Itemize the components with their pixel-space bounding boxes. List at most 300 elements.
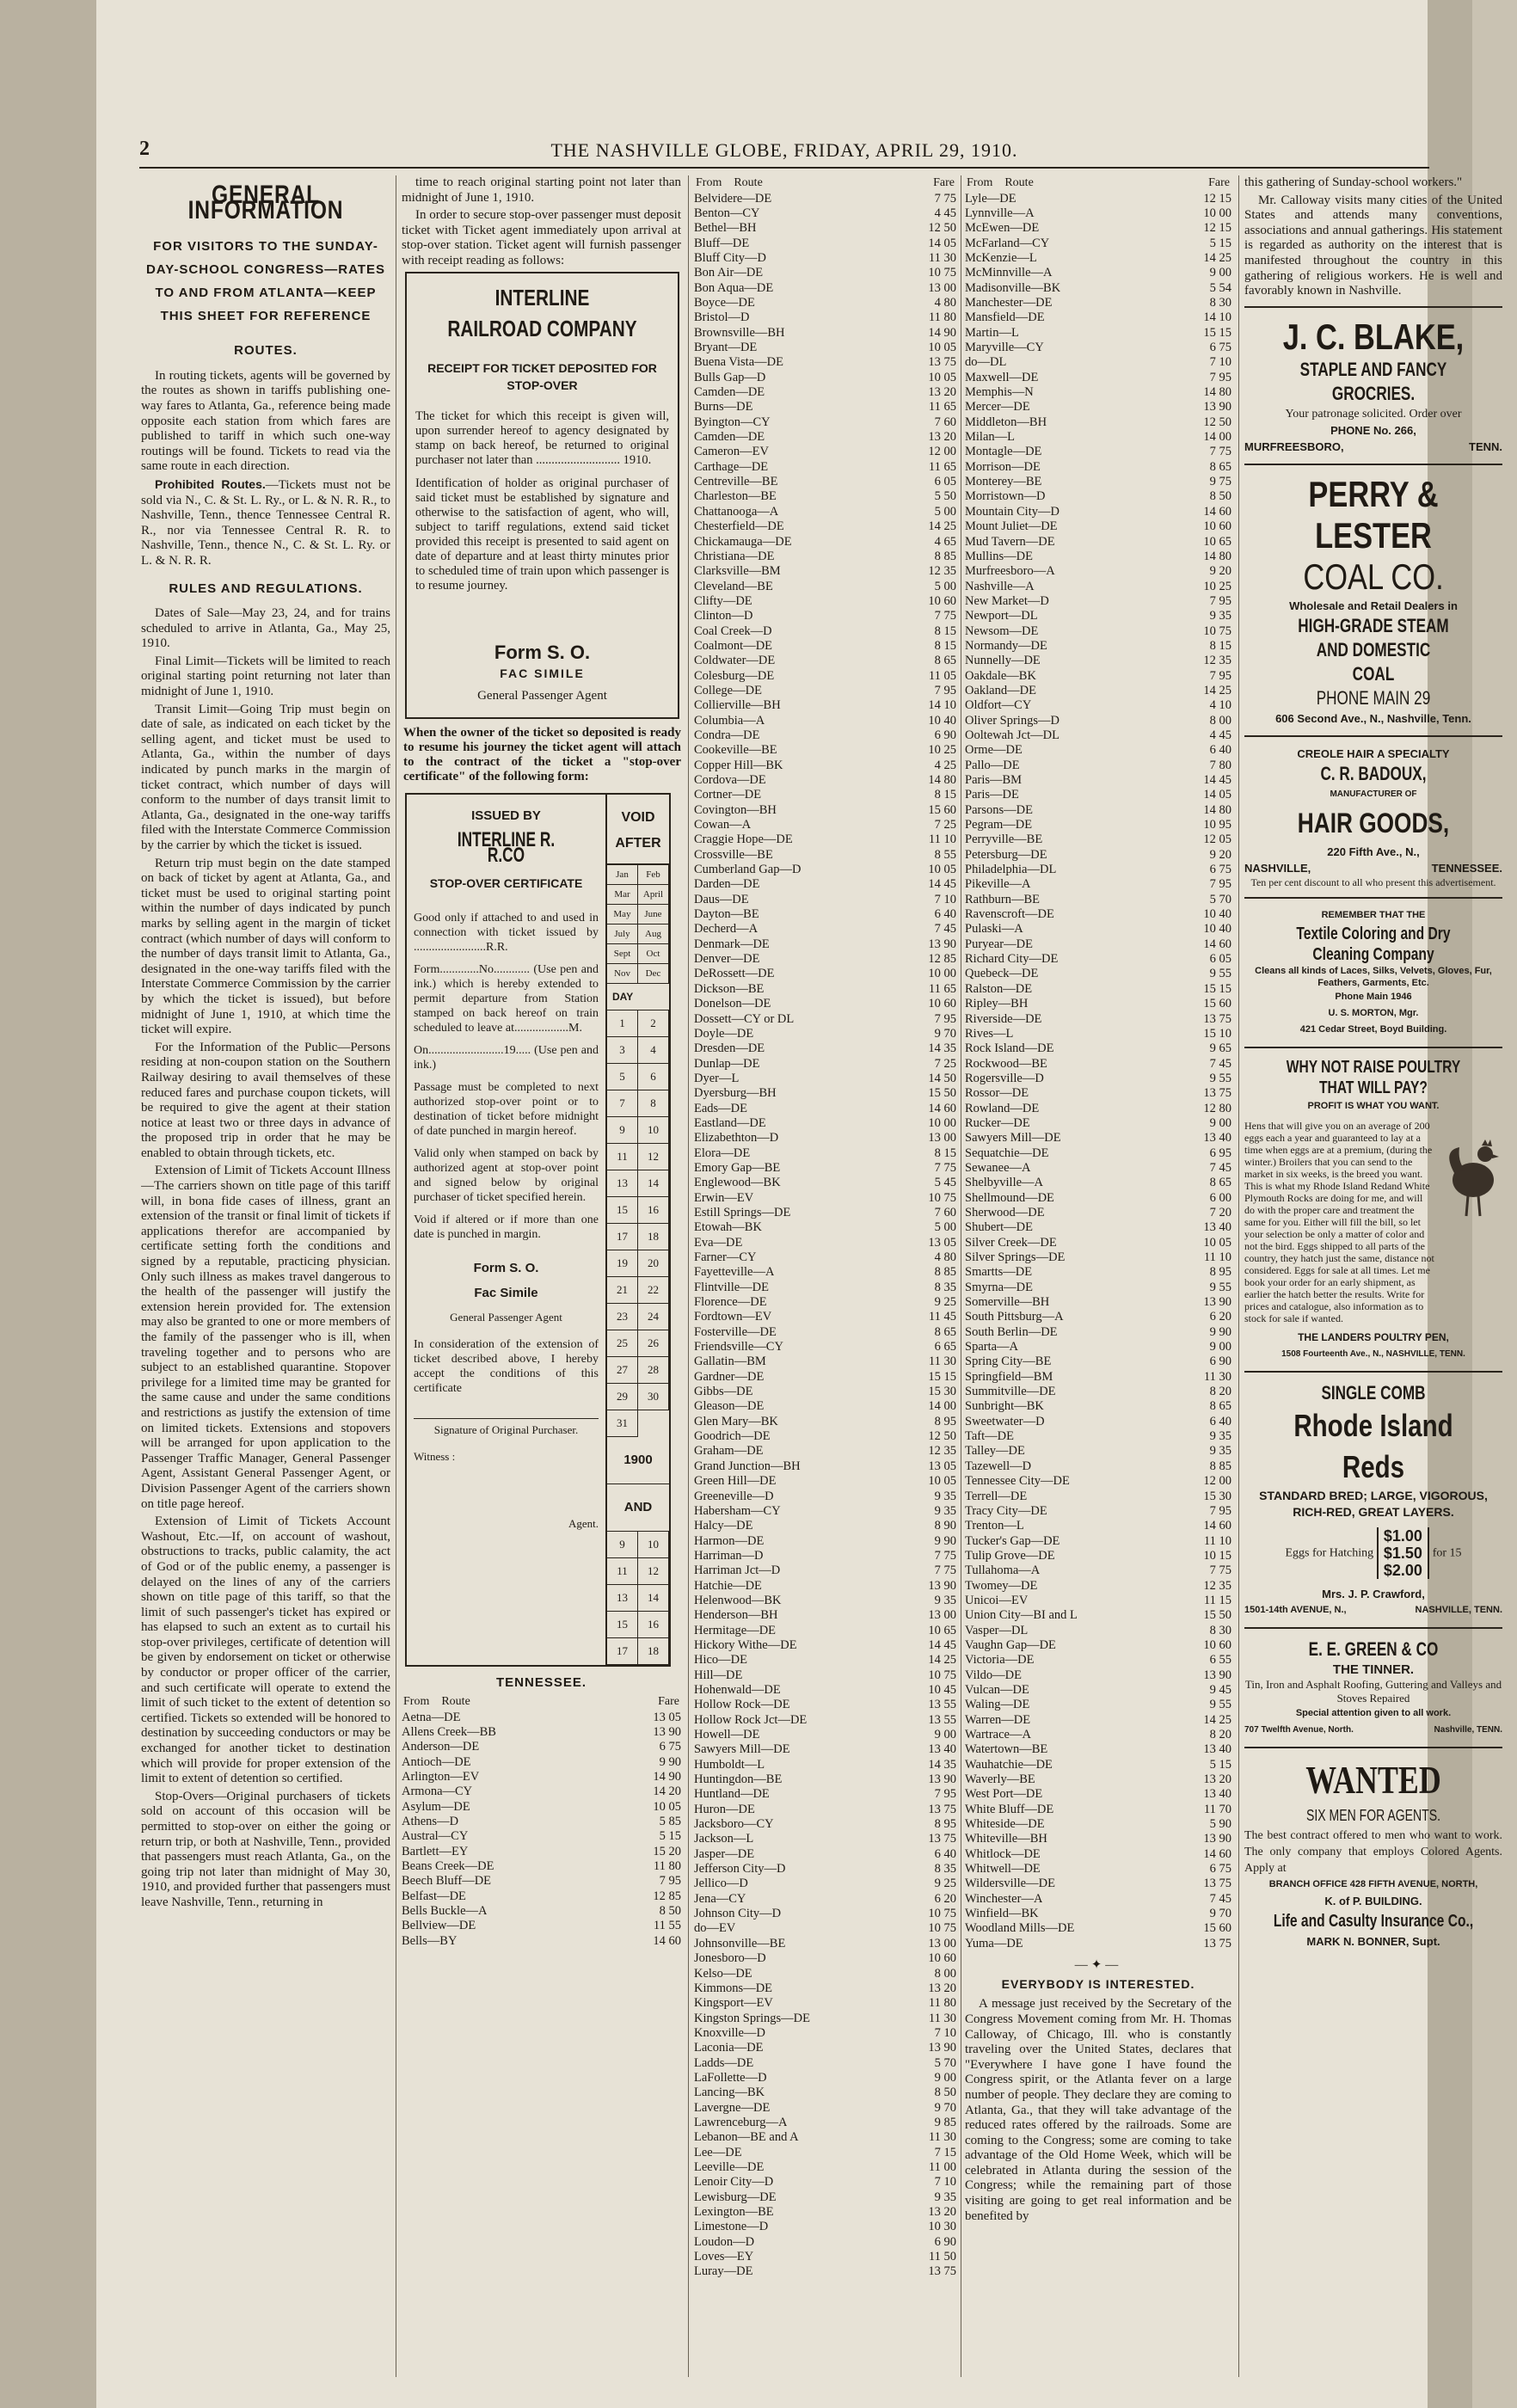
fare-station: Gibbs—DE <box>694 1385 753 1399</box>
fare-station: Hohenwald—DE <box>694 1682 781 1697</box>
masthead <box>139 138 1429 167</box>
fare-amount: 10 60 <box>1203 519 1231 534</box>
fare-station: Shelbyville—A <box>965 1176 1044 1190</box>
fare-row <box>694 1340 956 1354</box>
stopover-certificate <box>405 793 671 1667</box>
day-punch-cell: 18 <box>638 1224 669 1250</box>
fare-amount: 13 55 <box>928 1712 956 1727</box>
fare-station: Elora—DE <box>694 1146 751 1160</box>
fare-station: Etowah—BK <box>694 1220 762 1235</box>
fare-station: Summitville—DE <box>965 1385 1056 1399</box>
fare-station: Yuma—DE <box>965 1936 1023 1950</box>
ad-city: NASHVILLE, TENNESSEE. <box>1244 861 1502 875</box>
header-fare: Fare <box>1208 176 1230 189</box>
fare-row <box>965 967 1231 981</box>
fare-table <box>402 1711 681 1950</box>
fare-station: Glen Mary—BK <box>694 1414 778 1428</box>
fare-row <box>694 1713 956 1728</box>
fare-row <box>694 1490 956 1504</box>
fare-row <box>694 1206 956 1220</box>
fare-amount: 6 40 <box>934 1846 956 1861</box>
fare-station: Bluff City—D <box>694 250 766 265</box>
fare-station: Camden—DE <box>694 430 765 445</box>
fare-row <box>694 2041 956 2055</box>
fare-row <box>965 1594 1231 1608</box>
month-punch-cell: May <box>607 905 638 924</box>
fare-amount: 11 65 <box>928 400 956 415</box>
fare-station: Kelso—DE <box>694 1966 752 1981</box>
ad-text: STANDARD BRED; LARGE, VIGOROUS, RICH-RED, GREAT LAYERS. <box>1259 1488 1488 1519</box>
fare-amount: 7 60 <box>934 1205 956 1219</box>
fare-row <box>965 1534 1231 1549</box>
month-punch-cell: April <box>638 885 669 905</box>
fare-amount: 9 70 <box>934 2100 956 2115</box>
fare-row <box>965 1638 1231 1653</box>
fare-station: Sunbright—BK <box>965 1399 1044 1414</box>
ad-address: 707 Twelfth Avenue, North. Nashville, TENN. <box>1244 1724 1502 1735</box>
fare-amount: 10 05 <box>653 1799 681 1814</box>
fare-station: Kimmons—DE <box>694 1981 773 1995</box>
fare-station: Bellview—DE <box>402 1919 476 1933</box>
fare-station: Bethel—BH <box>694 221 757 236</box>
fare-station: Chesterfield—DE <box>694 519 784 534</box>
fare-station: Paris—BM <box>965 773 1023 787</box>
fare-row <box>694 1310 956 1324</box>
fare-amount: 10 40 <box>928 713 956 728</box>
fare-row <box>965 266 1231 280</box>
paragraph-prohibited <box>141 477 390 569</box>
fare-amount: 9 70 <box>1209 1907 1231 1921</box>
fare-amount: 10 05 <box>1203 1235 1231 1250</box>
fare-amount: 8 35 <box>934 1862 956 1877</box>
fare-row <box>694 519 956 534</box>
fare-station: Lancing—BK <box>694 2086 765 2100</box>
fare-station: Athens—D <box>402 1814 459 1828</box>
fare-amount: 7 75 <box>934 1160 956 1175</box>
certificate-gpa: General Passenger Agent <box>450 1310 562 1324</box>
fare-station: Cookeville—BE <box>694 743 777 758</box>
certificate-form-label: Form S. O. <box>473 1260 539 1275</box>
fare-row <box>694 2160 956 2175</box>
fare-station: McMinnville—A <box>965 266 1053 280</box>
fare-amount: 10 05 <box>928 863 956 877</box>
header-from: From Route <box>967 176 1034 189</box>
ad-phone: PHONE MAIN 29 <box>1316 686 1431 709</box>
fare-station: Whiteside—DE <box>965 1817 1045 1832</box>
column-fares-b-l <box>694 175 956 2377</box>
fare-station: Fordtown—EV <box>694 1310 772 1324</box>
day-punch-cell: 17 <box>607 1224 638 1250</box>
fare-row <box>694 1086 956 1101</box>
fare-amount: 11 10 <box>1203 1533 1231 1548</box>
fare-station: Lexington—BE <box>694 2205 774 2219</box>
fare-row <box>965 1862 1231 1877</box>
fare-amount: 8 30 <box>1209 296 1231 310</box>
ad-body <box>1244 1120 1502 1324</box>
fare-row <box>965 937 1231 952</box>
fare-row <box>694 624 956 639</box>
fare-amount: 9 45 <box>1209 1682 1231 1697</box>
fare-station: Mud Tavern—DE <box>965 534 1055 549</box>
fare-row <box>965 743 1231 758</box>
article-text: A message just received by the Secretary of the Congress Movement coming from Mr. H. Thomas Calloway, of Chicago, Ill. who is constantly traveling over the United States, declares that "Everywhere I have gone I have found the Congress spirit, or the Atlanta fever on a large number of people. They declare they are coming to Atlanta, Ga., that they will take advantage of the reduced rates offered by the railroads. Some are coming to the Congress; some are coming to take advantage of the Old Home Week, which will be celebrated in Atlanta during the session of the Congress; while the remaining part of those visiting are going to get real information and be benefited by <box>965 1997 1231 2223</box>
fare-station: Nashville—A <box>965 579 1035 593</box>
fare-station: Bon Air—DE <box>694 266 764 280</box>
fare-amount: 13 90 <box>928 2041 956 2055</box>
fare-row <box>694 1041 956 1056</box>
fare-row <box>965 281 1231 296</box>
header-from: From Route <box>403 1694 470 1708</box>
fare-row <box>694 2220 956 2234</box>
fare-station: Coalmont—DE <box>694 638 773 653</box>
fare-amount: 7 75 <box>1209 1563 1231 1578</box>
fare-table-header <box>965 175 1231 191</box>
fare-row <box>965 1772 1231 1787</box>
fare-row <box>965 415 1231 430</box>
fare-station: Riverside—DE <box>965 1011 1042 1026</box>
witness-label: Witness : <box>414 1450 456 1464</box>
fare-amount: 8 85 <box>934 1265 956 1280</box>
fare-amount: 15 15 <box>1203 325 1231 340</box>
fare-row <box>694 728 956 743</box>
article-heading: EVERYBODY IS INTERESTED. <box>1001 1976 1195 1991</box>
fare-amount: 6 90 <box>934 728 956 742</box>
fare-station: Pallo—DE <box>965 758 1020 772</box>
fare-row <box>965 341 1231 355</box>
fare-row <box>694 893 956 907</box>
fare-row <box>694 1250 956 1265</box>
ad-contact: Mrs. J. P. Crawford, <box>1322 1587 1425 1600</box>
fare-row <box>694 1057 956 1072</box>
fare-station: Smartts—DE <box>965 1265 1033 1280</box>
fare-station: Dossett—CY or DL <box>694 1011 795 1026</box>
fare-row <box>694 1072 956 1086</box>
fare-station: Tazewell—D <box>965 1459 1032 1473</box>
fare-row <box>694 206 956 221</box>
fare-row <box>694 803 956 818</box>
paragraph-stop-overs: Stop-Overs—Original purchasers of tickets sold on account of this occasion will be permitted to stop-over on either the going or return trip, or both at Nashville, Tenn., provided that passengers must reach Atlanta, Ga., on the going trip not later than midnight of May 30, 1910, and provided further that passengers must leave Nashville, Tenn., returning in <box>141 1789 390 1909</box>
signature-line-label: Signature of Original Purchaser. <box>414 1418 599 1438</box>
newspaper-page <box>96 0 1502 2408</box>
fare-amount: 9 55 <box>1209 1280 1231 1294</box>
fare-station: Petersburg—DE <box>965 847 1047 862</box>
month-punch-cell: Jan <box>607 865 638 885</box>
ad-name: Rhode Island Reds <box>1293 1407 1453 1484</box>
fare-station: Lenoir City—D <box>694 2175 774 2190</box>
certificate-paragraph: Valid only when stamped on back by authorized agent at stop-over point and signed below by original purchaser of ticket specified herein. <box>414 1146 599 1204</box>
fare-station: Somerville—BH <box>965 1295 1050 1310</box>
fare-station: Bells—BY <box>402 1933 458 1948</box>
fare-row <box>694 1653 956 1668</box>
receipt-fac-simile: FAC SIMILE <box>500 666 585 681</box>
fare-station: Burns—DE <box>694 400 753 415</box>
fare-station: Hollow Rock Jct—DE <box>694 1712 808 1727</box>
fare-station: Silver Springs—DE <box>965 1250 1066 1264</box>
fare-row <box>694 1146 956 1161</box>
newspaper-title-date: THE NASHVILLE GLOBE, FRIDAY, APRIL 29, 1910. <box>550 139 1018 161</box>
fare-amount: 10 95 <box>1203 818 1231 832</box>
fare-station: Covington—BH <box>694 802 777 817</box>
fare-station: Green Hill—DE <box>694 1474 777 1489</box>
fare-amount: 9 35 <box>1209 1444 1231 1459</box>
fare-amount: 10 60 <box>928 1951 956 1966</box>
fare-amount: 7 10 <box>934 2025 956 2040</box>
fare-station: Lewisburg—DE <box>694 2190 777 2204</box>
ad-line: AND DOMESTIC <box>1316 638 1431 660</box>
column-advertisements <box>1244 175 1502 2377</box>
fare-amount: 15 50 <box>928 1086 956 1101</box>
fare-row <box>694 2071 956 2086</box>
fare-station: Darden—DE <box>694 877 760 892</box>
fare-station: Kingston Springs—DE <box>694 2011 810 2025</box>
fare-station: Harmon—DE <box>694 1533 765 1548</box>
fare-station: Sparta—A <box>965 1340 1019 1354</box>
fare-station: Loudon—D <box>694 2234 755 2249</box>
fare-row <box>965 1429 1231 1444</box>
fare-row <box>694 445 956 459</box>
fare-station: Brownsville—BH <box>694 325 785 340</box>
fare-station: Hickory Withe—DE <box>694 1637 797 1652</box>
fare-row <box>694 982 956 997</box>
fare-row <box>402 1725 681 1740</box>
fare-amount: 14 25 <box>928 519 956 534</box>
ad-address: MURFREESBORO, TENN. <box>1244 439 1502 453</box>
fare-row <box>694 2116 956 2130</box>
fare-station: Taft—DE <box>965 1429 1014 1444</box>
fare-amount: 7 75 <box>934 609 956 624</box>
fare-amount: 7 20 <box>1209 1205 1231 1219</box>
fare-station: Mount Juliet—DE <box>965 519 1058 534</box>
fare-station: Ripley—BH <box>965 997 1029 1011</box>
fare-station: Hatchie—DE <box>694 1578 762 1593</box>
fare-station: Habersham—CY <box>694 1503 781 1518</box>
fare-row <box>965 1937 1231 1951</box>
fare-station: Eads—DE <box>694 1101 748 1115</box>
fare-amount: 5 85 <box>659 1814 681 1828</box>
fare-station: Bluff—DE <box>694 236 750 250</box>
fare-amount: 8 85 <box>934 549 956 563</box>
fare-station: Maxwell—DE <box>965 370 1039 384</box>
fare-row <box>965 684 1231 698</box>
fare-amount: 10 25 <box>928 743 956 758</box>
ad-phone: Phone Main 1946 <box>1335 991 1412 1002</box>
fare-station: Tennessee City—DE <box>965 1474 1070 1489</box>
day-label: DAY <box>607 984 669 1010</box>
fare-row <box>965 1519 1231 1533</box>
fare-station: Antioch—DE <box>402 1754 471 1769</box>
fare-station: Parsons—DE <box>965 802 1033 817</box>
fare-amount: 5 45 <box>934 1176 956 1190</box>
day-punch-cell: 5 <box>607 1064 638 1090</box>
fare-amount: 10 75 <box>928 1668 956 1682</box>
ad-text: MANUFACTURER OF <box>1330 789 1417 799</box>
article-continued: Mr. Calloway visits many cities of the United States and attends many conventions, associations and annual gatherings. His statement is regarded as authority on the interest that is manifested throughout the country in this gathering of religious workers. He is well and favorably known in Nashville. <box>1244 193 1502 298</box>
fare-amount: 9 25 <box>934 1877 956 1891</box>
ad-address: BRANCH OFFICE 428 FIFTH AVENUE, NORTH, <box>1268 1878 1478 1889</box>
fare-amount: 9 55 <box>1209 967 1231 981</box>
fare-station: Eva—DE <box>694 1235 743 1250</box>
day-punch-cell: 8 <box>638 1090 669 1117</box>
fare-row <box>694 1191 956 1206</box>
fare-amount: 7 95 <box>934 1787 956 1802</box>
fare-row <box>402 1845 681 1859</box>
fare-amount: 14 35 <box>928 1757 956 1772</box>
fare-row <box>694 654 956 668</box>
fare-row <box>694 818 956 832</box>
day-punch-cell: 21 <box>607 1277 638 1304</box>
fare-row <box>694 1758 956 1772</box>
fare-row <box>965 1683 1231 1698</box>
fare-row <box>694 1354 956 1369</box>
fare-row <box>965 326 1231 341</box>
fare-row <box>965 1832 1231 1846</box>
fare-station: Cumberland Gap—D <box>694 863 801 877</box>
fare-row <box>694 1116 956 1131</box>
fare-station: Winchester—A <box>965 1891 1043 1906</box>
fare-amount: 15 10 <box>1203 1026 1231 1041</box>
fare-row <box>965 400 1231 415</box>
fare-amount: 10 75 <box>1203 624 1231 638</box>
ad-green-tinner <box>1244 1629 1502 1748</box>
fare-amount: 4 45 <box>1209 728 1231 742</box>
fare-station: Dyersburg—BH <box>694 1086 777 1101</box>
fare-amount: 6 55 <box>1209 1653 1231 1668</box>
fare-station: Aetna—DE <box>402 1710 461 1724</box>
fare-row <box>694 1325 956 1340</box>
fare-row <box>965 1907 1231 1921</box>
ad-text: Hens that will give you on an average of 200 eggs each a year and guaranteed to lay at a time when eggs are at a premium, (during the winter.) Broilers that you can send to the market in six weeks, is the breed you want. This is what my Rhode Island Redand White Plymouth Rocks are doing for me, and will do with the proper care and treatment the same for you. Either will fill the bill, so let your selection be only a matter of color and not the bird. Eggs shipped to all parts of the country, they hatch just the same, distance not considered. Eggs for sale at all times. Let me book your order for an early shipment, as earlier the hatch better the results. Write for prices and catalogue, also information as to stock for sale if wanted. <box>1244 1119 1434 1324</box>
fare-row <box>965 564 1231 579</box>
fare-row <box>694 1415 956 1429</box>
fare-amount: 10 25 <box>1203 579 1231 593</box>
year-label: 1900 <box>607 1437 669 1484</box>
fare-amount: 15 20 <box>653 1844 681 1858</box>
fare-station: Spring City—BE <box>965 1354 1052 1369</box>
ad-name-2: COAL CO. <box>1303 556 1444 597</box>
fare-amount: 10 75 <box>928 1907 956 1921</box>
paragraph-final-limit: Final Limit—Tickets will be limited to reach original starting point returning not later than midnight of June 1, 1910. <box>141 654 390 699</box>
ad-name: PERRY & LESTER <box>1308 473 1439 556</box>
fare-row <box>965 1250 1231 1265</box>
fare-amount: 6 40 <box>1209 1414 1231 1428</box>
fare-row <box>402 1755 681 1770</box>
day-punch-cell: 18 <box>638 1638 669 1665</box>
tennessee-heading: TENNESSEE. <box>495 1675 587 1691</box>
day-punch-cell: 12 <box>638 1558 669 1585</box>
fare-station: Cordova—DE <box>694 773 766 787</box>
fare-station: do—EV <box>694 1921 736 1936</box>
fare-station: Pegram—DE <box>965 818 1033 832</box>
ad-name: C. R. BADOUX, <box>1320 762 1427 784</box>
fare-station: Jackson—L <box>694 1832 754 1846</box>
fare-station: Tulip Grove—DE <box>965 1548 1055 1563</box>
fare-row <box>965 1490 1231 1504</box>
ad-company: Life and Casulty Insurance Co., <box>1273 1911 1474 1931</box>
fare-amount: 14 80 <box>1203 802 1231 817</box>
fare-amount: 7 10 <box>1209 355 1231 370</box>
fare-row <box>965 221 1231 236</box>
fare-station: Florence—DE <box>694 1295 767 1310</box>
fare-row <box>965 1354 1231 1369</box>
fare-amount: 13 40 <box>928 1742 956 1757</box>
fare-row <box>694 594 956 609</box>
fare-row <box>965 251 1231 266</box>
fare-station: Winfield—BK <box>965 1907 1039 1921</box>
fare-row <box>694 1967 956 1981</box>
ad-address: 1508 Fourteenth Ave., N., NASHVILLE, TENN. <box>1281 1348 1465 1359</box>
certificate-paragraph: Good only if attached to and used in connection with ticket issued by ........................R.R. <box>414 911 599 954</box>
fare-row <box>694 1370 956 1385</box>
fare-station: Harriman—D <box>694 1548 764 1563</box>
fare-station: Daus—DE <box>694 892 749 906</box>
ad-line: COAL <box>1352 662 1395 685</box>
fare-station: Jonesboro—D <box>694 1951 766 1966</box>
fare-row <box>965 1161 1231 1176</box>
fare-station: Johnson City—D <box>694 1907 782 1921</box>
fare-row <box>965 1086 1231 1101</box>
fare-amount: 12 00 <box>1203 1474 1231 1489</box>
fare-row <box>694 2205 956 2220</box>
fare-amount: 9 90 <box>659 1754 681 1769</box>
fare-row <box>965 863 1231 877</box>
fare-station: Unicoi—EV <box>965 1593 1029 1607</box>
fare-amount: 8 65 <box>934 654 956 668</box>
paragraph-routing: In routing tickets, agents will be governed by the routes as shown in tariffs publishing one-way fares to Atlanta, Ga., reference being made opposite each station from which fares are published to tariff in which such one-way routings will be found. Tickets to read via the same route in each direction. <box>141 368 390 474</box>
fare-table <box>965 192 1231 1952</box>
fare-row <box>965 385 1231 400</box>
fare-amount: 13 00 <box>928 280 956 295</box>
fare-station: Byington—CY <box>694 415 771 429</box>
fare-row <box>694 2130 956 2145</box>
header-from: From Route <box>696 176 763 189</box>
fare-station: Helenwood—BK <box>694 1593 782 1607</box>
paragraph-extension-illness: Extension of Limit of Tickets Account Illness—The carriers shown on title page of this tariff will, in bona fide cases of illness, grant an extension of the transit or final limit of tickets if applications therefor are accompanied by certificate setting forth the conditions and signed by a reputable, practicing physician. Only such illness as makes travel dangerous to the health of the passenger will justify the extension herein provided for. The extension may also be granted to one or more members of the family of the passenger who is ill, when traveling together and to persons who are subject to an established quarantine. Stopover privilege for a limited time may be granted for the same cause and under the same conditions and restrictions as justify the extension of time on limited tickets. Extensions and stopovers will be arranged for upon application to the Passenger Traffic Manager, General Passenger Agent, Assistant General Passenger Agent, or Division Passenger Agent of the carriers shown on title page hereof. <box>141 1164 390 1511</box>
fare-row <box>402 1904 681 1919</box>
fare-row <box>965 877 1231 892</box>
fare-station: Grand Junction—BH <box>694 1459 801 1473</box>
fare-amount: 5 15 <box>1209 1757 1231 1772</box>
month-punch-cell: Nov <box>607 964 638 984</box>
fare-station: Oakdale—BK <box>965 668 1036 683</box>
fare-amount: 9 00 <box>1209 1340 1231 1354</box>
fare-amount: 12 50 <box>1203 415 1231 429</box>
fare-station: Sawyers Mill—DE <box>965 1131 1061 1146</box>
fare-station: Oliver Springs—D <box>965 713 1059 728</box>
fare-amount: 14 60 <box>1203 937 1231 951</box>
ad-text: The best contract offered to men who want to work. The only company that employs Colored Agents. Apply at <box>1244 1828 1502 1875</box>
fare-amount: 13 75 <box>1203 1086 1231 1101</box>
month-punch-grid <box>607 865 669 984</box>
fare-row <box>694 609 956 624</box>
fare-station: Milan—L <box>965 430 1015 445</box>
fare-row <box>694 1220 956 1235</box>
fare-amount: 13 75 <box>928 1832 956 1846</box>
fare-row <box>965 624 1231 639</box>
fare-row <box>694 1981 956 1996</box>
fare-row <box>965 1624 1231 1638</box>
fare-station: Ralston—DE <box>965 981 1033 996</box>
fare-row <box>694 773 956 788</box>
fare-amount: 12 85 <box>653 1889 681 1903</box>
fare-row <box>694 1579 956 1594</box>
fare-amount: 12 05 <box>1203 832 1231 847</box>
fare-station: Wartrace—A <box>965 1728 1031 1742</box>
fare-amount: 11 50 <box>928 2250 956 2264</box>
certificate-punch-margin <box>607 795 669 1665</box>
fare-station: Jefferson City—D <box>694 1862 786 1877</box>
fare-row <box>694 1281 956 1295</box>
fare-station: Friendsville—CY <box>694 1340 783 1354</box>
